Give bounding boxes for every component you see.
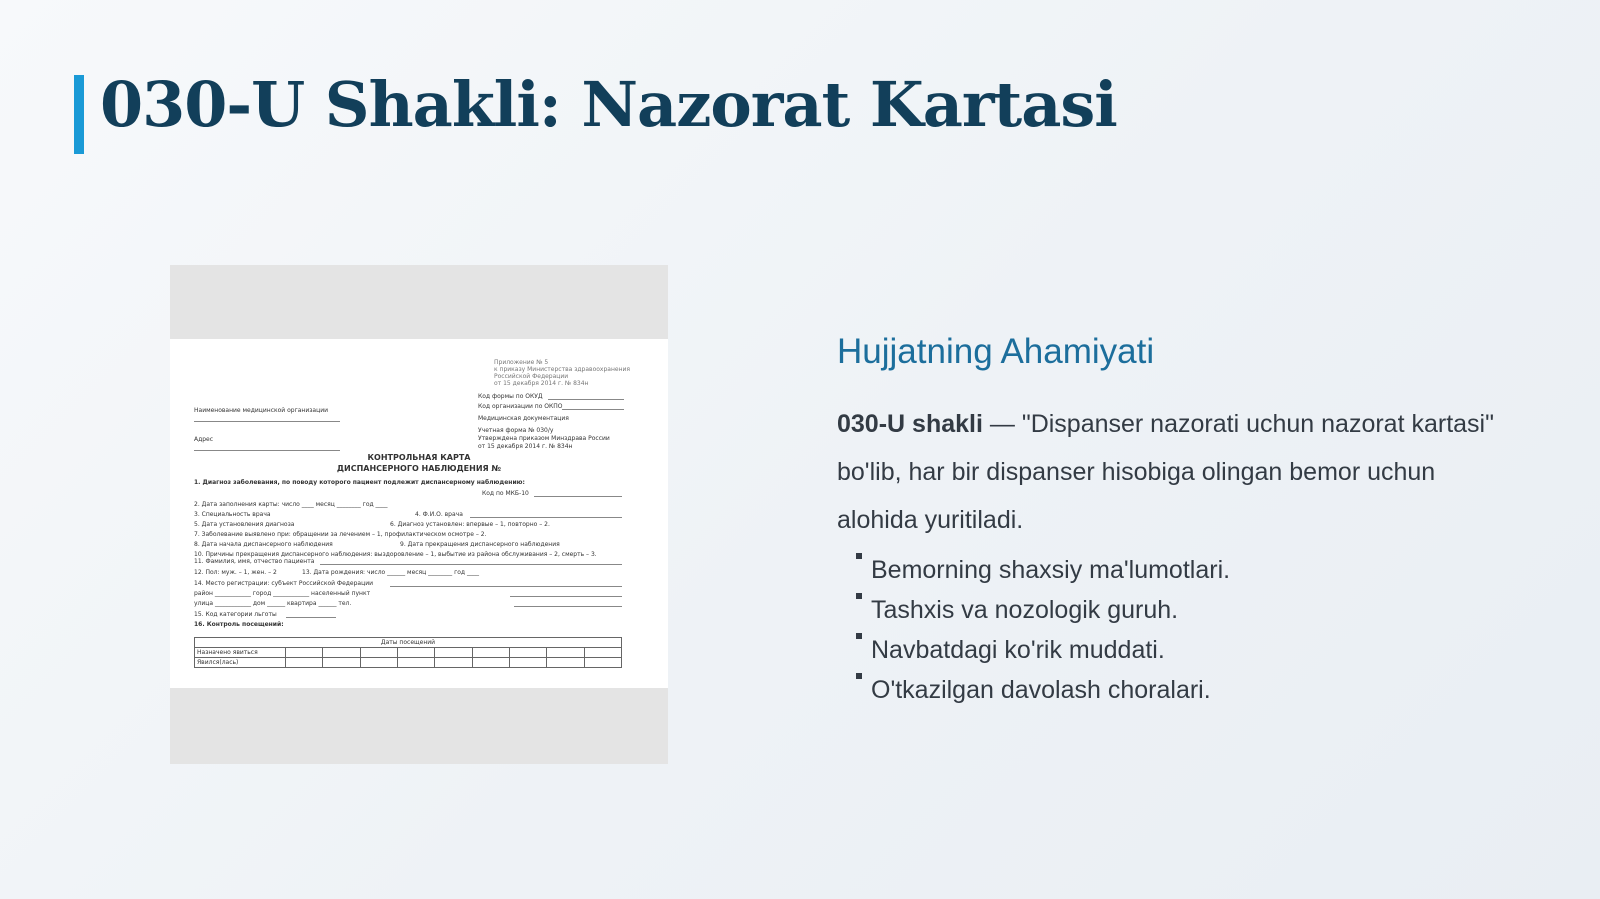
doc-rule — [194, 450, 340, 451]
list-item — [856, 550, 1230, 590]
list-item-text: Navbatdagi ko'rik muddati. — [871, 636, 1165, 664]
doc-line: 10. Причины прекращения диспансерного наблюдения: выздоровление – 1, выбытие из района обслуживания – 2, смерть – 3. — [194, 551, 597, 558]
bullet-icon — [856, 593, 862, 599]
doc-line: Наименование медицинской организации — [194, 407, 328, 414]
doc-rule — [534, 496, 622, 497]
doc-rule — [390, 586, 622, 587]
doc-line: Код по МКБ-10 — [482, 490, 529, 497]
doc-heading-2: ДИСПАНСЕРНОГО НАБЛЮДЕНИЯ № — [336, 464, 502, 473]
bullet-icon — [856, 553, 862, 559]
doc-rule — [286, 617, 336, 618]
list-item — [856, 670, 1230, 710]
doc-line: улица ____________ дом ______ квартира ______ тел. — [194, 600, 352, 607]
visits-row-label: Явился(лась) — [195, 658, 286, 668]
title-accent-bar — [74, 75, 84, 154]
feature-list — [856, 550, 1230, 710]
doc-line: 5. Дата установления диагноза — [194, 521, 295, 528]
list-item-text: O'tkazilgan davolash choralari. — [871, 676, 1211, 704]
doc-line: от 15 декабря 2014 г. № 834н — [478, 443, 573, 450]
slide-title: 030-U Shakli: Nazorat Kartasi — [100, 68, 1117, 141]
doc-line: 2. Дата заполнения карты: число ____ месяц ________ год ____ — [194, 501, 388, 508]
description-paragraph — [837, 400, 1517, 544]
list-item-text: Tashxis va nozologik guruh. — [871, 596, 1179, 624]
visits-table — [194, 637, 622, 668]
doc-line: 13. Дата рождения: число ______ месяц ________ год ____ — [302, 569, 479, 576]
doc-line: 9. Дата прекращения диспансерного наблюдения — [400, 541, 560, 548]
doc-rule — [510, 596, 622, 597]
doc-rule — [194, 421, 340, 422]
paragraph-lead: 030-U shakli — [837, 410, 983, 438]
doc-line: 12. Пол: муж. – 1, жен. – 2 — [194, 569, 277, 576]
doc-rule — [514, 606, 622, 607]
bullet-icon — [856, 673, 862, 679]
doc-line: 4. Ф.И.О. врача — [415, 511, 463, 518]
doc-line: Утверждена приказом Минздрава России — [478, 435, 610, 442]
doc-line: Медицинская документация — [478, 415, 569, 422]
doc-heading-1: КОНТРОЛЬНАЯ КАРТА — [367, 453, 471, 462]
doc-rule — [470, 517, 622, 518]
visits-table-header: Даты посещений — [195, 638, 622, 648]
doc-line: район ____________ город ____________ населенный пункт — [194, 590, 371, 597]
doc-line: 1. Диагноз заболевания, по поводу которого пациент подлежит диспансерному наблюдению: — [194, 479, 525, 486]
form-030u-page — [170, 339, 668, 688]
doc-line: 6. Диагноз установлен: впервые – 1, повторно – 2. — [390, 521, 550, 528]
doc-rule — [548, 399, 624, 400]
bullet-icon — [856, 633, 862, 639]
doc-line: к приказу Министерства здравоохранения — [494, 366, 631, 373]
doc-line: от 15 декабря 2014 г. № 834н — [494, 380, 589, 387]
doc-line: 15. Код категории льготы — [194, 611, 277, 618]
doc-line: 8. Дата начала диспансерного наблюдения — [194, 541, 333, 548]
doc-line: 14. Место регистрации: субъект Российской Федерации — [194, 580, 373, 587]
doc-line: Российской Федерации — [494, 373, 569, 380]
doc-line: Код организации по ОКПО — [478, 403, 563, 410]
doc-line: 11. Фамилия, имя, отчество пациента — [194, 558, 315, 565]
doc-line: Код формы по ОКУД — [478, 393, 543, 400]
list-item — [856, 630, 1230, 670]
list-item — [856, 590, 1230, 630]
doc-line: Адрес — [194, 436, 214, 443]
list-item-text: Bemorning shaxsiy ma'lumotlari. — [871, 556, 1231, 584]
doc-line: Приложение № 5 — [494, 359, 549, 366]
visits-row-label: Назначено явиться — [195, 648, 286, 658]
section-heading: Hujjatning Ahamiyati — [837, 332, 1155, 371]
doc-line: 7. Заболевание выявлено при: обращении за лечением – 1, профилактическом осмотре – 2. — [194, 531, 487, 538]
doc-line: 16. Контроль посещений: — [194, 621, 284, 628]
doc-rule — [320, 564, 622, 565]
paragraph-body: — "Dispanser nazorati uchun nazorat kartasi" bo'lib, har bir dispanser hisobiga olingan bemor uchun alohida yuritiladi. — [837, 410, 1494, 534]
document-image — [170, 265, 668, 764]
doc-rule — [562, 409, 624, 410]
doc-line: Учетная форма № 030/у — [478, 427, 554, 434]
doc-line: 3. Специальность врача — [194, 511, 271, 518]
